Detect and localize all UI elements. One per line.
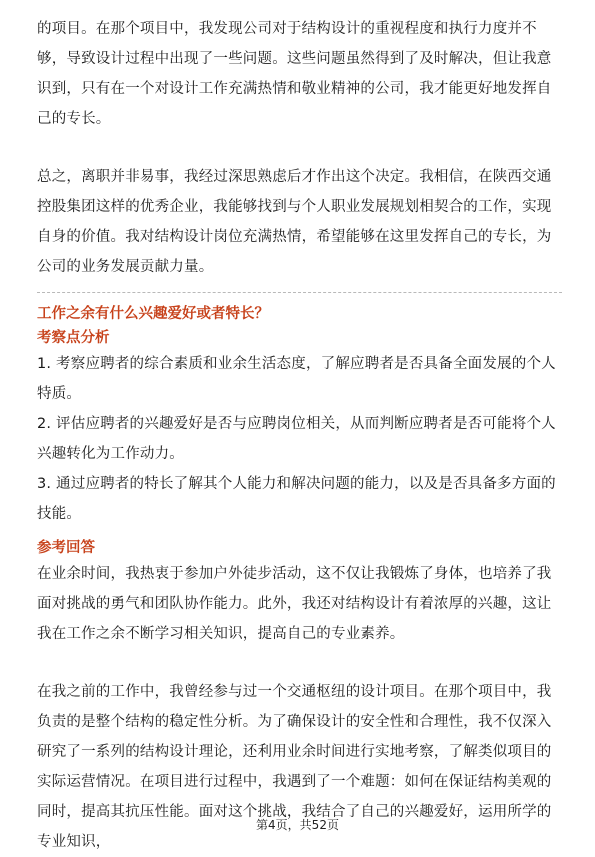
document-page (37, 14, 562, 857)
section-gap (37, 529, 562, 535)
paragraph-gap (37, 649, 562, 677)
intro-paragraph-2: 总之，离职并非易事，我经过深思熟虑后才作出这个决定。我相信，在陕西交通控股集团这样的优秀企业，我能够找到与个人职业发展规划相契合的工作，实现自身的价值。我对结构设计岗位充满热情，希望能够在这里发挥自己的专长，为公司的业务发展贡献力量。 (37, 169, 552, 275)
intro-paragraph-1: 的项目。在那个项目中，我发现公司对于结构设计的重视程度和执行力度并不够，导致设计过程中出现了一些问题。这些问题虽然得到了及时解决，但让我意识到，只有在一个对设计工作充满热情和敬业精神的公司，我才能更好地发挥自己的专长。 (37, 21, 552, 127)
analysis-item-2: 2. 评估应聘者的兴趣爱好是否与应聘岗位相关，从而判断应聘者是否可能将个人兴趣转化为工作动力。 (37, 416, 556, 462)
answer-heading: 参考回答 (37, 540, 95, 556)
question-heading: 工作之余有什么兴趣爱好或者特长？ (37, 306, 269, 322)
answer-paragraph-1: 在业余时间，我热衷于参加户外徒步活动，这不仅让我锻炼了身体，也培养了我面对挑战的勇气和团队协作能力。此外，我还对结构设计有着浓厚的兴趣，这让我在工作之余不断学习相关知识，提高自己的专业素养。 (37, 566, 552, 642)
answer-paragraph-2: 在我之前的工作中，我曾经参与过一个交通枢纽的设计项目。在那个项目中，我负责的是整个结构的稳定性分析。为了确保设计的安全性和合理性，我不仅深入研究了一系列的结构设计理论，还利用业余时间进行实地考察，了解类似项目的实际运营情况。在项目进行过程中，我遇到了一个难题：如何在保证结构美观的同时，提高其抗压性能。面对这个挑战，我结合了自己的兴趣爱好，运用所学的专业知识， (37, 684, 552, 850)
section-divider (37, 292, 562, 293)
paragraph-gap (37, 134, 562, 162)
analysis-item-3: 3. 通过应聘者的特长了解其个人能力和解决问题的能力，以及是否具备多方面的技能。 (37, 476, 556, 522)
page-number: 第4页，共52页 (256, 818, 339, 832)
analysis-heading: 考察点分析 (37, 330, 110, 346)
analysis-item-1: 1. 考察应聘者的综合素质和业余生活态度，了解应聘者是否具备全面发展的个人特质。 (37, 356, 556, 402)
